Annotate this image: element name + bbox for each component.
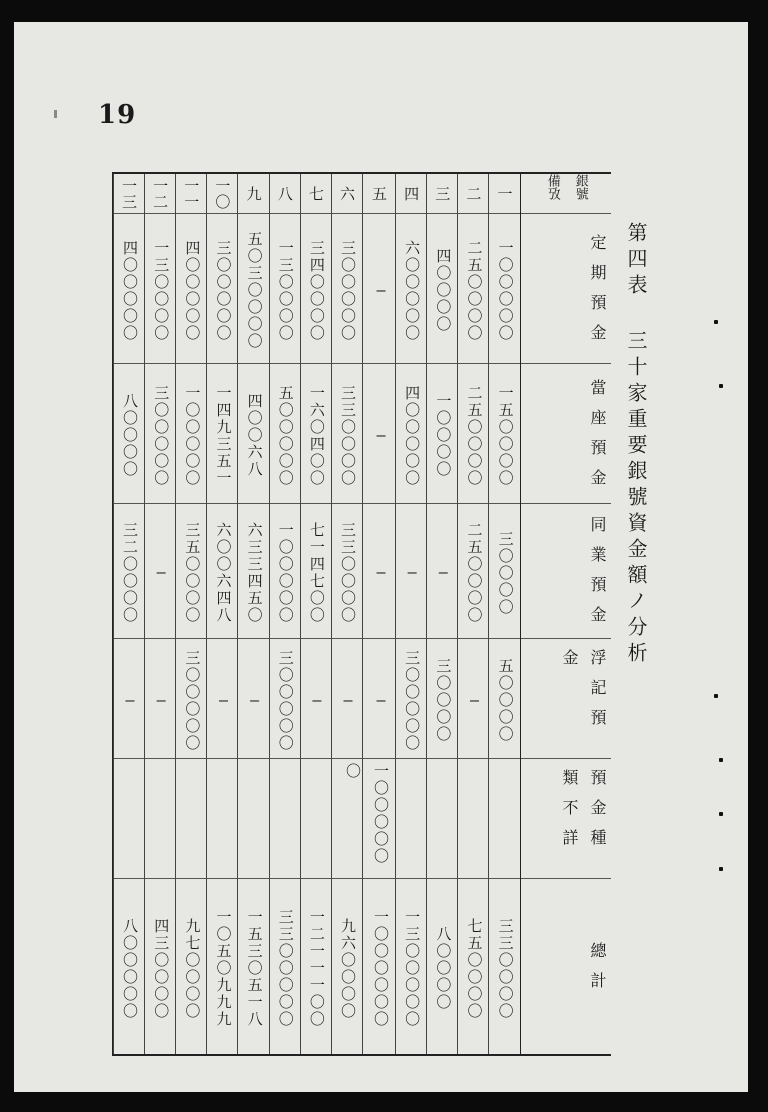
table-cell xyxy=(489,759,519,879)
table-cell: 三〇〇〇〇〇 xyxy=(207,214,237,364)
table-cell: — xyxy=(332,639,362,759)
scan-dot xyxy=(719,384,723,388)
row-number: 一 xyxy=(489,174,519,214)
table-cell: 一五〇〇〇〇 xyxy=(489,364,519,504)
table-row xyxy=(331,174,362,1054)
table-cell: 六〇〇六四八 xyxy=(207,504,237,639)
table-cell: 一二一一一〇〇 xyxy=(307,909,326,1028)
table-cell xyxy=(301,759,331,879)
table-cell: — xyxy=(114,639,144,759)
table-cell: 一〇〇〇〇〇 xyxy=(176,364,206,504)
table-row xyxy=(269,174,300,1054)
page-number: 19 xyxy=(98,100,137,130)
table-cell: 六〇〇〇〇〇 xyxy=(396,214,426,364)
header-interbank-deposit: 同業預金 xyxy=(521,504,611,639)
header-current-deposit: 當座預金 xyxy=(521,364,611,504)
table-cell: 六三三四五〇 xyxy=(238,504,268,639)
row-number: 八 xyxy=(270,174,300,214)
table-cell: — xyxy=(363,639,395,759)
table-cell: 一六〇四〇〇 xyxy=(301,364,331,504)
table-cell: 二五〇〇〇〇 xyxy=(458,504,488,639)
deposit-analysis-table xyxy=(112,172,611,1056)
table-row xyxy=(206,174,237,1054)
table-row xyxy=(175,174,206,1054)
table-cell: 三三〇〇〇〇 xyxy=(332,364,362,504)
table-cell: 三三〇〇〇〇〇 xyxy=(276,909,295,1028)
table-cell: 三三〇〇〇〇 xyxy=(332,504,362,639)
table-cell: 五〇〇〇〇〇 xyxy=(270,364,300,504)
table-cell: 八〇〇〇〇 xyxy=(434,926,453,1011)
table-cell: 四〇〇六八 xyxy=(238,364,268,504)
table-cell: 三四〇〇〇〇 xyxy=(301,214,331,364)
table-cell: — xyxy=(301,639,331,759)
table-cell: 三〇〇〇〇〇 xyxy=(332,214,362,364)
table-cell: 四〇〇〇〇 xyxy=(427,214,457,364)
table-cell: 二五〇〇〇〇 xyxy=(458,214,488,364)
scan-dot xyxy=(719,812,723,816)
row-number: 一〇 xyxy=(207,174,237,214)
table-cell: — xyxy=(363,504,395,639)
header-unknown-type: 預金種類不詳 xyxy=(521,759,611,879)
table-cell: 三二〇〇〇〇 xyxy=(114,504,144,639)
row-number: 一三 xyxy=(114,174,144,214)
table-row xyxy=(113,174,144,1054)
table-cell: 一〇〇〇〇〇〇 xyxy=(372,909,391,1028)
table-cell: 一〇五〇九九九 xyxy=(214,909,233,1028)
table-cell: — xyxy=(363,364,395,504)
table-cell: 三〇〇〇〇 xyxy=(427,639,457,759)
table-cell: 三〇〇〇〇〇 xyxy=(396,639,426,759)
header-corner: 銀號 備攷 xyxy=(521,174,611,214)
table-cell: 九七〇〇〇〇 xyxy=(183,917,202,1020)
table-cell: — xyxy=(363,214,395,364)
table-cell: — xyxy=(458,639,488,759)
table-cell: 五〇〇〇〇 xyxy=(489,639,519,759)
table-cell: 一〇〇〇〇〇 xyxy=(489,214,519,364)
table-cell xyxy=(270,759,300,879)
table-cell: 七一四七〇〇 xyxy=(301,504,331,639)
table-cell xyxy=(396,759,426,879)
table-row xyxy=(237,174,268,1054)
margin-mark xyxy=(54,110,57,118)
table-cell: 一三〇〇〇〇 xyxy=(270,214,300,364)
table-cell xyxy=(207,759,237,879)
table-cell: 一三〇〇〇〇 xyxy=(145,214,175,364)
table-title: 第四表 三十家重要銀號資金額ノ分析 xyxy=(624,222,648,668)
row-number: 七 xyxy=(301,174,331,214)
table-cell xyxy=(238,759,268,879)
row-number: 四 xyxy=(396,174,426,214)
table-cell: 三五〇〇〇〇 xyxy=(176,504,206,639)
table-cell: 七五〇〇〇〇 xyxy=(465,917,484,1020)
table-cell: — xyxy=(145,639,175,759)
table-cell: 一〇〇〇〇〇〇 xyxy=(363,759,395,879)
header-fixed-deposit: 定期預金 xyxy=(521,214,611,364)
table-cell: 八〇〇〇〇 xyxy=(114,364,144,504)
table-header-column xyxy=(520,174,611,1054)
table-cell: 三〇〇〇〇〇 xyxy=(176,639,206,759)
table-cell: 四三〇〇〇〇 xyxy=(152,917,171,1020)
scan-dot xyxy=(719,867,723,871)
table-cell: — xyxy=(207,639,237,759)
row-number: 九 xyxy=(238,174,268,214)
row-number: 五 xyxy=(363,174,395,214)
row-number: 三 xyxy=(427,174,457,214)
table-cell: 九六〇〇〇〇 xyxy=(339,917,358,1020)
row-number: 六 xyxy=(332,174,362,214)
table-cell: 五〇三〇〇〇〇 xyxy=(238,214,268,364)
scan-dot xyxy=(714,320,718,324)
row-number: 一二 xyxy=(145,174,175,214)
table-cell xyxy=(145,759,175,879)
header-total: 總計 xyxy=(588,941,607,1002)
table-cell: 一三〇〇〇〇〇 xyxy=(403,909,422,1028)
table-cell: — xyxy=(396,504,426,639)
table-row xyxy=(300,174,331,1054)
table-cell xyxy=(176,759,206,879)
header-floating-deposit: 浮記預金 xyxy=(521,639,611,759)
table-cell: 三〇〇〇〇 xyxy=(489,504,519,639)
table-row xyxy=(395,174,426,1054)
scan-dot xyxy=(719,758,723,762)
table-cell: 四〇〇〇〇〇 xyxy=(114,214,144,364)
table-cell: — xyxy=(238,639,268,759)
table-cell: 一五三〇五一八 xyxy=(245,909,264,1028)
table-row xyxy=(144,174,175,1054)
table-row xyxy=(457,174,488,1054)
scan-dot xyxy=(714,694,718,698)
table-cell: 一〇〇〇〇 xyxy=(427,364,457,504)
table-row xyxy=(488,174,519,1054)
table-cell: 八〇〇〇〇〇 xyxy=(121,917,140,1020)
table-cell: 三〇〇〇〇〇 xyxy=(270,639,300,759)
table-cell: 一四九三五一 xyxy=(207,364,237,504)
table-cell: 三〇〇〇〇〇 xyxy=(145,364,175,504)
table-cell: — xyxy=(427,504,457,639)
table-cell xyxy=(114,759,144,879)
table-row xyxy=(426,174,457,1054)
table-cell: 一〇〇〇〇〇 xyxy=(270,504,300,639)
table-cell xyxy=(458,759,488,879)
table-cell xyxy=(427,759,457,879)
table-cell: — xyxy=(145,504,175,639)
table-cell: 三三〇〇〇〇 xyxy=(496,917,515,1020)
table-cell: 四〇〇〇〇〇 xyxy=(396,364,426,504)
table-cell: 四〇〇〇〇〇 xyxy=(176,214,206,364)
row-number: 二 xyxy=(458,174,488,214)
document-page xyxy=(14,22,748,1092)
row-number: 一一 xyxy=(176,174,206,214)
table-cell: 二五〇〇〇〇 xyxy=(458,364,488,504)
